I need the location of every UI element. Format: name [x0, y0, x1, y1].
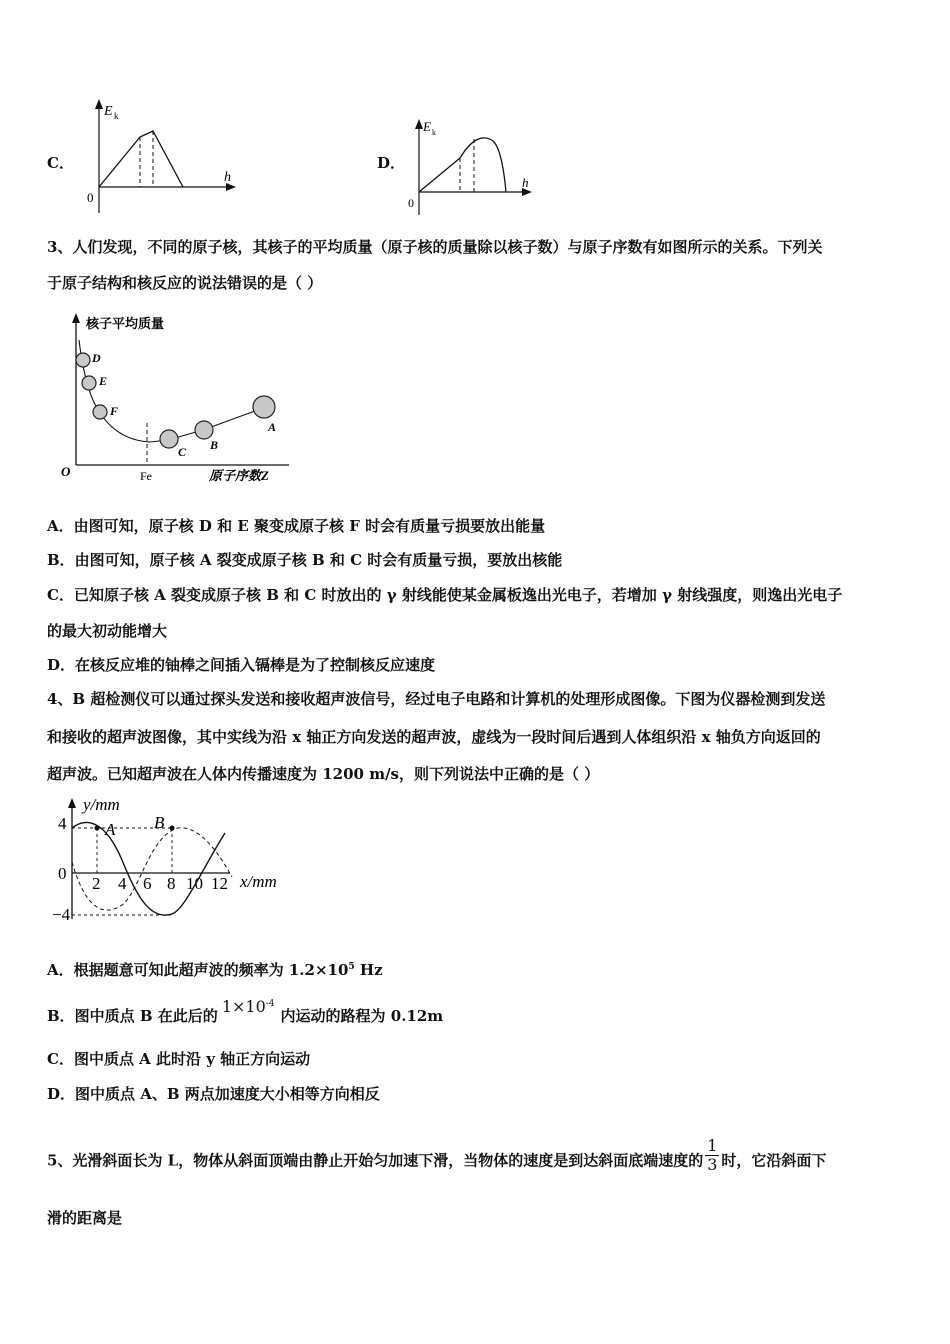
q2-d-ylabel-sub: k: [432, 128, 436, 137]
q4-option-c[interactable]: C．图中质点 A 此时沿 y 轴正方向运动: [47, 1050, 311, 1068]
q3-option-b[interactable]: B．由图可知，原子核 A 裂变成原子核 B 和 C 时会有质量亏损，要放出核能: [47, 551, 563, 569]
q3-label-a: A: [268, 420, 277, 434]
q3-label-e: E: [99, 374, 108, 388]
q4-option-a-text: A．根据题意可知此超声波的频率为 1.2×10: [47, 961, 349, 979]
q4-stem-line1: 4、B 超检测仪可以通过探头发送和接收超声波信号，经过电子电路和计算机的处理形成图像。下图为仪器检测到发送: [47, 690, 826, 708]
q4-y-zero: 0: [58, 864, 67, 883]
q3-point-b: [195, 421, 213, 439]
q3-point-c: [160, 430, 178, 448]
q3-point-e: [82, 376, 96, 390]
q3-point-a: [253, 396, 275, 418]
q5-fraction-num: 1: [707, 1136, 718, 1155]
q2-c-xlabel: h: [224, 170, 231, 185]
q2-option-c-label: C．: [47, 154, 74, 172]
q3-stem-line1: 3、人们发现，不同的原子核，其核子的平均质量（原子核的质量除以核子数）与原子序数有如图所示的关系。下列关: [47, 238, 823, 256]
q4-figure: [50, 795, 295, 925]
q4-option-b-text: B．图中质点 B 在此后的: [47, 1007, 218, 1025]
q3-stem-line2: 于原子结构和核反应的说法错误的是（ ）: [47, 274, 323, 292]
q3-ylabel: 核子平均质量: [86, 316, 165, 331]
q5-fraction-den: 3: [707, 1155, 718, 1174]
q4-point-a: [95, 826, 100, 831]
q3-label-b: B: [210, 438, 219, 452]
q4-label-b: B: [154, 813, 165, 832]
q5-stem-tail: 时，它沿斜面下: [721, 1151, 827, 1170]
q2-option-d-graph: [402, 115, 537, 220]
q4-solid-wave: [72, 822, 225, 915]
q3-xlabel: 原子序数Z: [209, 468, 269, 483]
q4-x-tick-10: 10: [186, 874, 203, 893]
q3-label-f: F: [110, 404, 119, 418]
q3-fe-label: Fe: [140, 469, 152, 483]
q3-label-d: D: [92, 351, 101, 365]
q5-stem-line2: 滑的距离是: [47, 1209, 123, 1227]
q4-x-tick-12: 12: [211, 874, 228, 893]
q4-option-a[interactable]: [47, 957, 383, 980]
q2-option-c-graph: [80, 95, 240, 220]
q4-option-b-rest: 内运动的路程为 0.12m: [280, 1007, 444, 1025]
q2-d-xlabel: h: [522, 175, 529, 190]
q4-x-tick-4: 4: [118, 874, 127, 893]
q2-option-d-label: D．: [377, 154, 406, 172]
q4-ylabel: y/mm: [83, 795, 120, 814]
q4-x-tick-2: 2: [92, 874, 101, 893]
q4-stem-line3: 超声波。已知超声波在人体内传播速度为 1200 m/s，则下列说法中正确的是（ ）: [47, 765, 600, 783]
q4-option-a-unit: Hz: [354, 961, 383, 979]
q3-figure: [55, 308, 295, 488]
q3-label-c: C: [178, 445, 187, 459]
q2-d-ylabel: E: [423, 119, 431, 134]
q2-c-origin: 0: [87, 190, 94, 205]
q4-option-a-sup: 5: [348, 962, 355, 972]
q4-point-b: [170, 826, 175, 831]
q4-y-bottom: −4: [52, 905, 71, 924]
q3-point-f: [93, 405, 107, 419]
q3-curve: [79, 340, 263, 442]
q4-x-tick-8: 8: [167, 874, 176, 893]
q4-dashed-wave: [72, 828, 232, 910]
q3-option-d[interactable]: D．在核反应堆的铀棒之间插入镉棒是为了控制核反应速度: [47, 656, 436, 674]
q2-d-curve: [460, 138, 506, 192]
q3-point-d: [76, 353, 90, 367]
q4-y-top: 4: [58, 814, 67, 833]
q4-option-d[interactable]: D．图中质点 A、B 两点加速度大小相等方向相反: [47, 1085, 380, 1103]
q2-c-ylabel: E: [104, 104, 113, 119]
q2-d-origin: 0: [408, 196, 414, 210]
q4-x-tick-6: 6: [143, 874, 152, 893]
q4-xlabel: x/mm: [240, 872, 277, 891]
q2-c-curve: [99, 131, 183, 187]
q5-stem-text: 5、光滑斜面长为 L，物体从斜面顶端由静止开始匀加速下滑，当物体的速度是到达斜面底端速度的: [47, 1151, 704, 1170]
q4-label-a: A: [105, 820, 116, 839]
q4-option-b-math: 1×10: [221, 997, 266, 1016]
q5-stem-line1: [47, 1136, 827, 1180]
q3-option-c-line1[interactable]: C．已知原子核 A 裂变成原子核 B 和 C 时放出的 γ 射线能使某金属板逸出光电子，若增加 γ 射线强度，则逸出光电子: [47, 586, 843, 604]
q3-option-c-line2[interactable]: 的最大初动能增大: [47, 622, 168, 640]
q2-c-ylabel-sub: k: [114, 111, 119, 121]
q4-stem-line2: 和接收的超声波图像，其中实线为沿 x 轴正方向发送的超声波，虚线为一段时间后遇到人体组织沿 x 轴负方向返回的: [47, 728, 821, 746]
q3-origin: O: [61, 464, 71, 479]
q5-fraction: [705, 1137, 719, 1174]
q4-option-b-sup: -4: [265, 999, 275, 1009]
q3-option-a[interactable]: A．由图可知，原子核 D 和 E 聚变成原子核 F 时会有质量亏损要放出能量: [47, 517, 546, 535]
q4-option-b[interactable]: [47, 997, 444, 1026]
